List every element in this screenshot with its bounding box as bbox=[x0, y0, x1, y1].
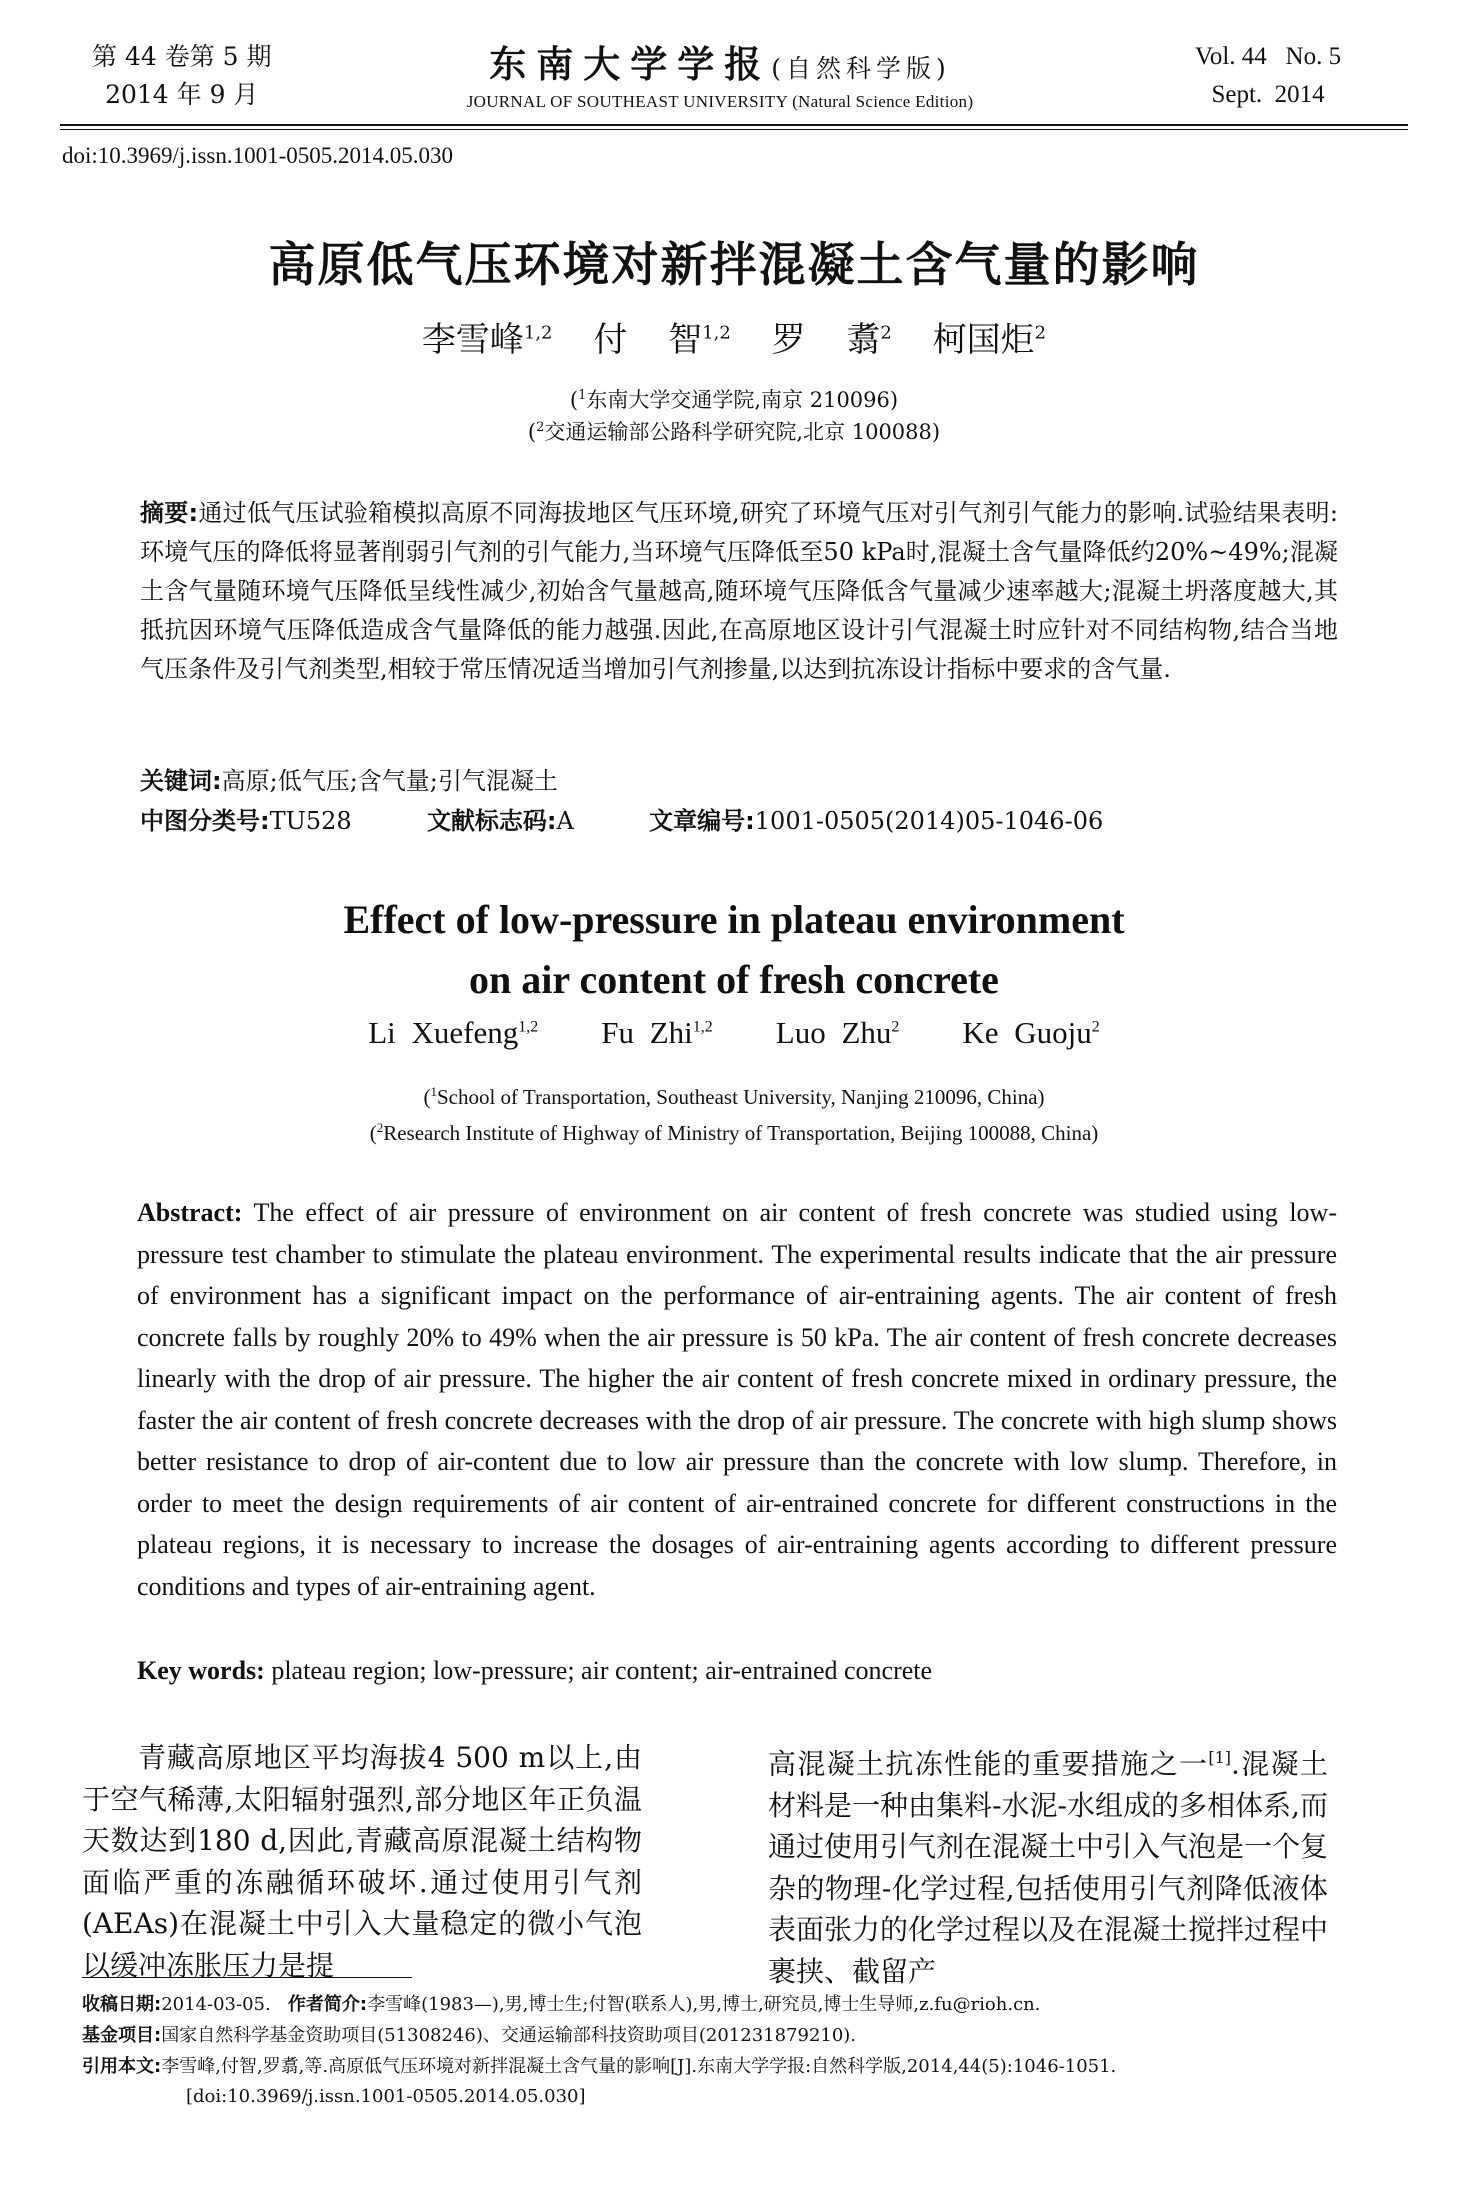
clc-code: TU528 bbox=[269, 807, 352, 835]
header-rule bbox=[60, 124, 1408, 126]
affiliation-zh-2: ($^2$交通运输部公路科学研究院,北京 100088) bbox=[527, 420, 941, 444]
journal-name-en: JOURNAL OF SOUTHEAST UNIVERSITY (Natural Science Edition) bbox=[466, 92, 974, 111]
authors-en bbox=[0, 1015, 1468, 1051]
title-en: Effect of low-pressure in plateau environment on air content of fresh concrete bbox=[343, 897, 1125, 1002]
body-column-left: 青藏高原地区平均海拔4 500 m以上,由于空气稀薄,太阳辐射强烈,部分地区年正负温天数达到180 d,因此,青藏高原混凝土结构物面临严重的冻融循环破坏.通过使用引气剂(AEAs)在混凝土中引入大量稳定的微小气泡以缓冲冻胀压力是提 bbox=[82, 1741, 642, 1982]
classification-line: 中图分类号:TU528 文献标志码:A 文章编号:1001-0505(2014)05-1046-06 bbox=[140, 807, 1104, 835]
footnote-rule bbox=[82, 1977, 412, 1978]
author-zh: 付 智$^{1,2}$ bbox=[593, 320, 731, 360]
citation-ref: [1] bbox=[1208, 1748, 1232, 1767]
abstract-zh-text: 通过低气压试验箱模拟高原不同海拔地区气压环境,研究了环境气压对引气剂引气能力的影响.试验结果表明:环境气压的降低将显著削弱引气剂的引气能力,当环境气压降低至50 kPa时,混凝土含气量降低约20%~49%;混凝土含气量随环境气压降低呈线性减少,初始含气量越高,随环境气压降低含气量减少速率越大;混凝土坍落度越大,其抵抗因环境气压降低造成含气量降低的能力越强.因此,在高原地区设计引气混凝土时应针对不同结构物,结合当地气压条件及引气剂类型,相较于常压情况适当增加引气剂掺量,以达到抗冻设计指标中要求的含气量. bbox=[140, 499, 1338, 683]
header-rule-thin bbox=[60, 129, 1408, 130]
author-zh: 柯国炬$^2$ bbox=[932, 320, 1047, 360]
keywords-en: Key words: plateau region; low-pressure; air content; air-entrained concrete bbox=[137, 1656, 933, 1685]
author-en: Ke Guoju$^2$ bbox=[962, 1015, 1100, 1050]
date-en: Sept. 2014 bbox=[1211, 81, 1325, 108]
article-number: 1001-0505(2014)05-1046-06 bbox=[754, 807, 1104, 835]
journal-masthead bbox=[340, 34, 1100, 112]
doc-code: A bbox=[556, 807, 574, 835]
volume-en: Vol. 44 No. 5 bbox=[1195, 43, 1342, 70]
doi: doi:10.3969/j.issn.1001-0505.2014.05.030 bbox=[62, 143, 454, 168]
authors-zh bbox=[0, 312, 1468, 361]
abstract-zh bbox=[140, 494, 1338, 689]
affiliation-en-1: ($^1$School of Transportation, Southeast University, Nanjing 210096, China) bbox=[423, 1084, 1045, 1109]
affiliation-en-2: ($^2$Research Institute of Highway of Ministry of Transportation, Beijing 100088, China) bbox=[369, 1120, 1099, 1145]
abstract-en-label: Abstract: bbox=[137, 1198, 243, 1227]
footnote-fund: 基金项目:国家自然科学基金资助项目(51308246)、交通运输部科技资助项目(201231879210). bbox=[82, 2025, 857, 2046]
footnote-received: 收稿日期:2014-03-05. 作者简介:李雪峰(1983—),男,博士生;付智(联系人),男,博士,研究员,博士生导师,z.fu@rioh.cn. bbox=[82, 1994, 1041, 2015]
author-zh: 罗 翥$^2$ bbox=[771, 320, 892, 360]
keywords-zh: 关键词:高原;低气压;含气量;引气混凝土 bbox=[140, 767, 558, 795]
author-en: Li Xuefeng$^{1,2}$ bbox=[368, 1015, 539, 1050]
volume-zh: 第 44 卷第 5 期 bbox=[92, 42, 272, 71]
abstract-zh-label: 摘要: bbox=[140, 499, 199, 527]
journal-name-zh: 东南大学学报 bbox=[489, 42, 772, 86]
footnote-citation: 引用本文:李雪峰,付智,罗翥,等.高原低气压环境对新拌混凝土含气量的影响[J].东南大学学报:自然科学版,2014,44(5):1046-1051. [doi:10.3969/j.issn.1001-0505.2014.05.030] bbox=[82, 2056, 1117, 2107]
author-en: Fu Zhi$^{1,2}$ bbox=[601, 1015, 713, 1050]
abstract-en bbox=[137, 1192, 1337, 1607]
date-zh: 2014 年 9 月 bbox=[105, 80, 259, 109]
volume-issue-en bbox=[1195, 38, 1341, 114]
author-zh: 李雪峰$^{1,2}$ bbox=[421, 320, 553, 360]
journal-edition-zh: (自然科学版) bbox=[771, 54, 951, 83]
abstract-en-text: The effect of air pressure of environment on air content of fresh concrete was studied using low-pressure test chamber to stimulate the plateau environment. The experimental results indicate that the air pressure of environment has a significant impact on the performance of air-entraining agents. The air content of fresh concrete falls by roughly 20% to 49% when the air pressure is 50 kPa. The air content of fresh concrete decreases linearly with the drop of air pressure. The higher the air content of fresh concrete mixed in ordinary pressure, the faster the air content of fresh concrete decreases with the drop of air pressure. The concrete with high slump shows better resistance to drop of air-content due to low air pressure than the concrete with low slump. Therefore, in order to meet the design requirements of air content of air-entrained concrete for different constructions in the plateau regions, it is necessary to increase the dosages of air-entraining agents according to different pressure conditions and types of air-entraining agent. bbox=[137, 1198, 1337, 1601]
volume-issue-zh bbox=[92, 38, 272, 114]
body-column-right: 高混凝土抗冻性能的重要措施之一[1].混凝土材料是一种由集料-水泥-水组成的多相体系,而通过使用引气剂在混凝土中引入气泡是一个复杂的物理-化学过程,包括使用引气剂降低液体表面张力的化学过程以及在混凝土搅拌过程中裹挟、截留产 bbox=[768, 1747, 1329, 1988]
author-en: Luo Zhu$^2$ bbox=[775, 1015, 900, 1050]
affiliation-zh-1: ($^1$东南大学交通学院,南京 210096) bbox=[569, 388, 899, 412]
title-zh: 高原低气压环境对新拌混凝土含气量的影响 bbox=[268, 238, 1200, 293]
